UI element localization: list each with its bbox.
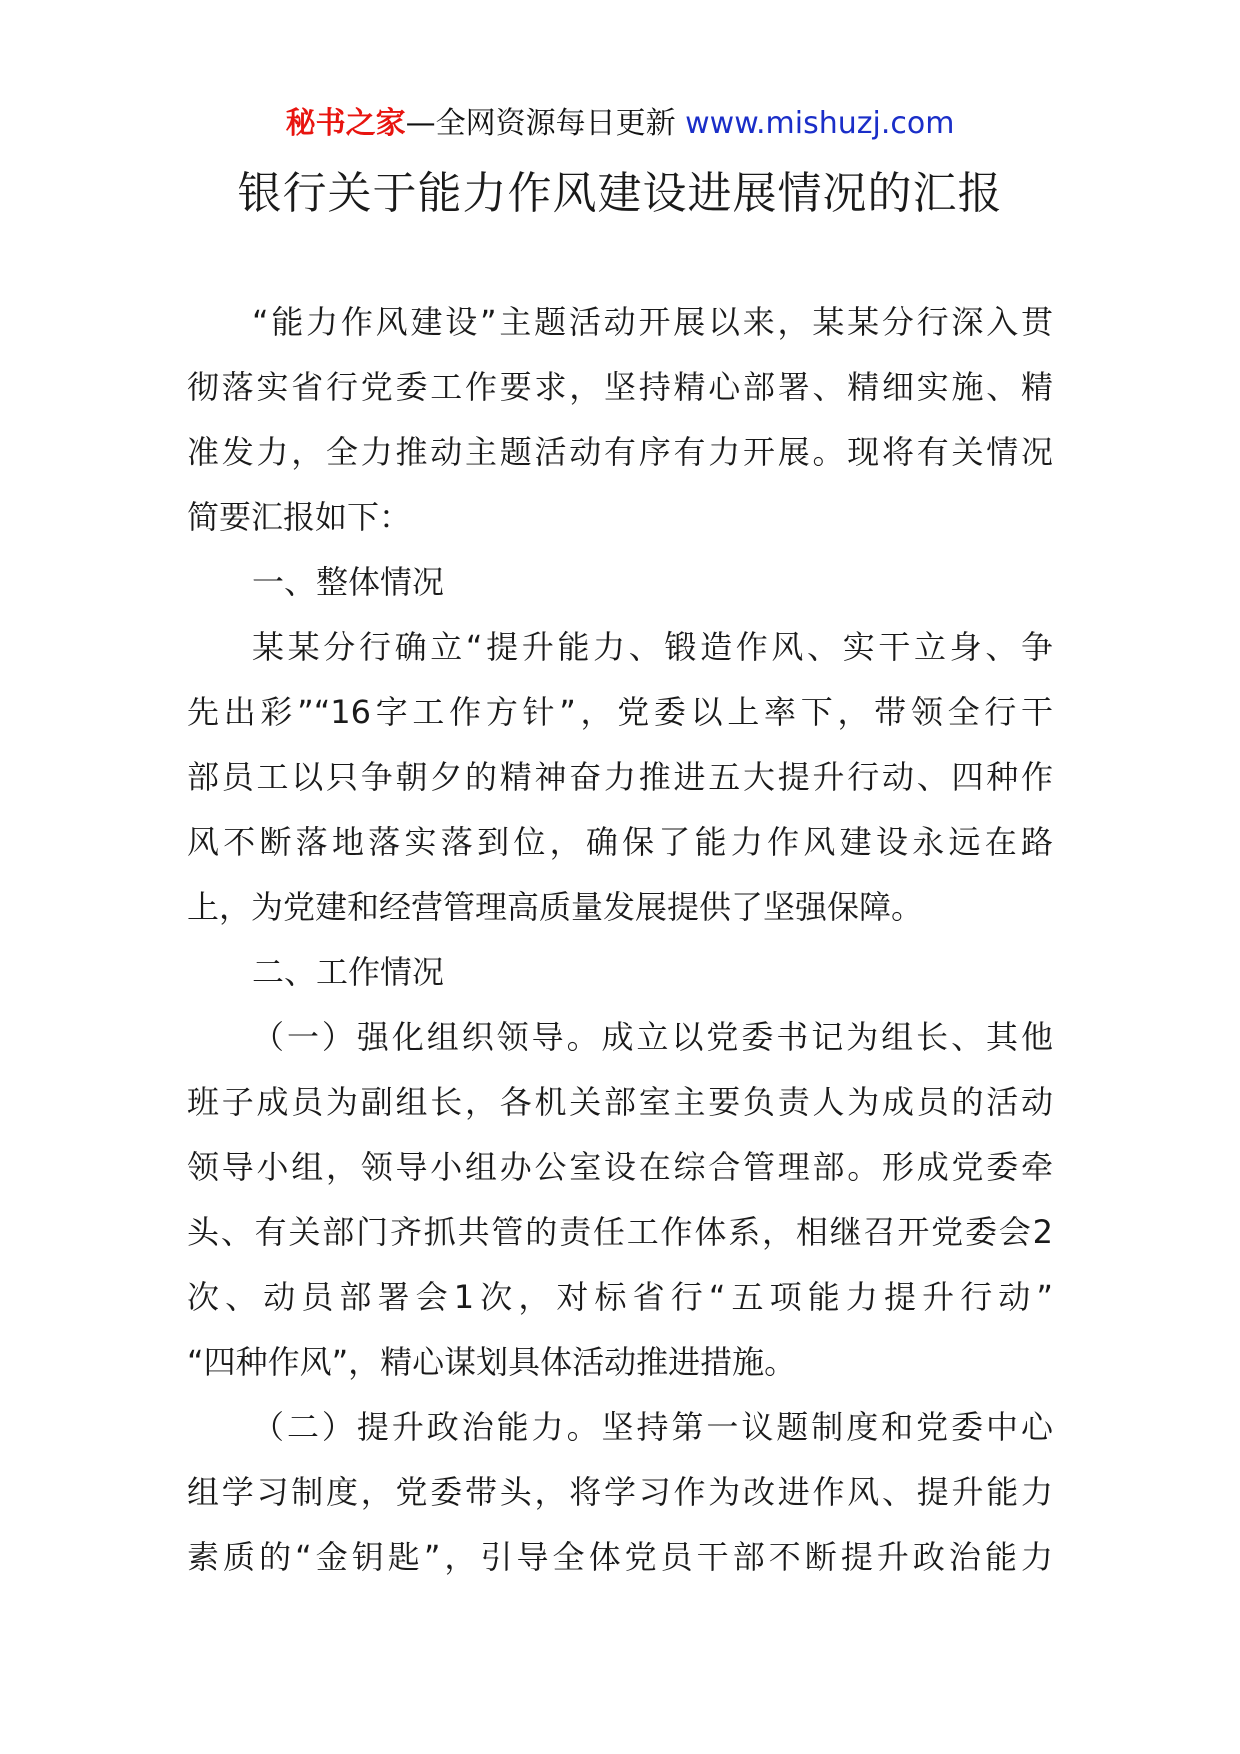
body-line-15: 头、有关部门齐抓共管的责任工作体系，相继召开党委会2 bbox=[187, 1213, 1053, 1251]
body-line-4: 简要汇报如下： bbox=[187, 498, 412, 536]
body-line-9: 风不断落地落实落到位，确保了能力作风建设永远在路 bbox=[187, 823, 1053, 861]
body-line-2: 彻落实省行党委工作要求，坚持精心部署、精细实施、精 bbox=[187, 368, 1053, 406]
section-heading-2: 二、工作情况 bbox=[252, 953, 445, 991]
banner-tagline: —全网资源每日更新 bbox=[405, 106, 676, 141]
body-line-18: （二）提升政治能力。坚持第一议题制度和党委中心 bbox=[252, 1408, 1053, 1446]
document-title: 银行关于能力作风建设进展情况的汇报 bbox=[237, 168, 1003, 219]
body-line-12: （一）强化组织领导。成立以党委书记为组长、其他 bbox=[252, 1018, 1053, 1056]
body-line-10: 上，为党建和经营管理高质量发展提供了坚强保障。 bbox=[187, 888, 924, 926]
banner-url-link[interactable]: www.mishuzj.com bbox=[685, 106, 955, 141]
body-line-7: 先出彩”“16字工作方针”，党委以上率下，带领全行干 bbox=[187, 693, 1053, 731]
body-line-1: “能力作风建设”主题活动开展以来，某某分行深入贯 bbox=[252, 303, 1053, 341]
body-line-20: 素质的“金钥匙”，引导全体党员干部不断提升政治能力 bbox=[187, 1538, 1053, 1576]
banner-brand: 秘书之家 bbox=[285, 106, 406, 141]
body-line-14: 领导小组，领导小组办公室设在综合管理部。形成党委牵 bbox=[187, 1148, 1053, 1186]
body-line-6: 某某分行确立“提升能力、锻造作风、实干立身、争 bbox=[252, 628, 1053, 666]
body-line-16: 次、动员部署会1次，对标省行“五项能力提升行动” bbox=[187, 1278, 1053, 1316]
body-line-19: 组学习制度，党委带头，将学习作为改进作风、提升能力 bbox=[187, 1473, 1053, 1511]
body-line-17: “四种作风”，精心谋划具体活动推进措施。 bbox=[187, 1343, 797, 1381]
body-line-13: 班子成员为副组长，各机关部室主要负责人为成员的活动 bbox=[187, 1083, 1053, 1121]
body-line-8: 部员工以只争朝夕的精神奋力推进五大提升行动、四种作 bbox=[187, 758, 1053, 796]
section-heading-1: 一、整体情况 bbox=[252, 563, 445, 601]
body-line-3: 准发力，全力推动主题活动有序有力开展。现将有关情况 bbox=[187, 433, 1053, 471]
site-banner bbox=[0, 102, 1240, 146]
document-body bbox=[187, 290, 1053, 1590]
